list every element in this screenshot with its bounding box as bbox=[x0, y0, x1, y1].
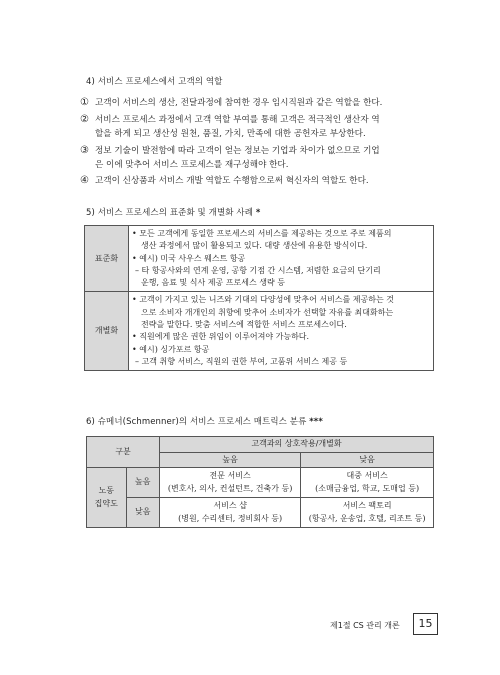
row-content bbox=[129, 292, 434, 371]
matrix-cell-service-shop: 서비스 샵 (병원, 수리센터, 정비회사 등) bbox=[160, 498, 301, 528]
content-line: 으로 소비자 개개인의 취향에 맞추어 소비자가 선택할 자유를 최대화하는 bbox=[141, 307, 394, 317]
row-header-low: 낮음 bbox=[126, 498, 159, 528]
item-text: 은 이에 맞추어 서비스 프로세스를 재구성해야 한다. bbox=[95, 160, 289, 170]
content-line: 전략을 말한다. 맞춤 서비스에 적합한 서비스 프로세스이다. bbox=[141, 320, 347, 330]
item-text: 고객이 신상품과 서비스 개발 역할도 수행함으로써 혁신자의 역할도 한다. bbox=[95, 176, 369, 186]
corner-header: 구분 bbox=[87, 437, 160, 468]
content-line: • 예시) 싱가포르 항공 bbox=[132, 344, 210, 354]
section-4-heading: 4) 서비스 프로세스에서 고객의 역할 bbox=[86, 77, 223, 87]
content-line: – 타 항공사와의 연계 운영, 공항 기점 간 시스템, 저렴한 요금의 단기리 bbox=[135, 265, 381, 275]
row-label-individualization: 개별화 bbox=[85, 292, 129, 371]
item-text: 할을 하게 되고 생산성 원천, 품질, 가치, 만족에 대한 공헌자로 부상한다. bbox=[95, 129, 366, 139]
content-line: 생산 과정에서 많이 활용되고 있다. 대량 생산에 유용한 방식이다. bbox=[141, 241, 368, 251]
importance-stars: * bbox=[255, 208, 261, 218]
table-row bbox=[87, 468, 434, 498]
row-label-standardization: 표준화 bbox=[85, 226, 129, 292]
table-row bbox=[87, 437, 434, 453]
table-row bbox=[85, 292, 434, 371]
content-line: • 직원에게 많은 권한 위임이 이루어져야 가능하다. bbox=[132, 332, 310, 342]
chapter-footer: 제1절 CS 관리 개론 bbox=[330, 621, 400, 630]
matrix-cell-service-factory: 서비스 팩토리 (항공사, 운송업, 호텔, 리조트 등) bbox=[301, 498, 434, 528]
interaction-header: 고객과의 상호작용/개별화 bbox=[160, 437, 434, 453]
item-number: ③ bbox=[80, 145, 89, 156]
content-line: 운행, 음료 및 식사 제공 프로세스 생략 등 bbox=[141, 278, 285, 288]
col-header-high: 높음 bbox=[160, 452, 301, 468]
content-line: • 예시) 미국 사우스 웨스트 항공 bbox=[132, 253, 246, 263]
schmenner-matrix-table bbox=[86, 436, 434, 528]
standardization-table bbox=[84, 225, 434, 371]
table-row bbox=[87, 498, 434, 528]
page-number: 15 bbox=[413, 613, 438, 635]
matrix-cell-professional-service: 전문 서비스 (변호사, 의사, 컨설턴트, 건축가 등) bbox=[160, 468, 301, 498]
item-text: 고객이 서비스의 생산, 전달과정에 참여한 경우 임시직원과 같은 역할을 한다. bbox=[95, 98, 383, 108]
row-group-label: 노동 집약도 bbox=[87, 468, 127, 528]
importance-stars: *** bbox=[309, 417, 323, 427]
row-content bbox=[129, 226, 434, 292]
table-row bbox=[85, 226, 434, 292]
col-header-low: 낮음 bbox=[301, 452, 434, 468]
item-number: ② bbox=[80, 114, 89, 125]
item-text: 정보 기술이 발전함에 따라 고객이 얻는 정보는 기업과 차이가 없으므로 기업 bbox=[95, 146, 380, 156]
section-5-heading: 5) 서비스 프로세스의 표준화 및 개별화 사례 * bbox=[86, 208, 261, 218]
content-line: • 고객이 가지고 있는 니즈와 기대의 다양성에 맞추어 서비스를 제공하는 것 bbox=[132, 295, 394, 305]
matrix-cell-mass-service: 대중 서비스 (소매금융업, 학교, 도매업 등) bbox=[301, 468, 434, 498]
item-text: 서비스 프로세스 과정에서 고객 역할 부여를 통해 고객은 적극적인 생산자 역 bbox=[95, 115, 380, 125]
row-header-high: 높음 bbox=[126, 468, 159, 498]
content-line: – 고객 취향 서비스, 직원의 권한 부여, 고품위 서비스 제공 등 bbox=[135, 356, 348, 366]
item-number: ④ bbox=[80, 175, 89, 186]
content-line: • 모든 고객에게 동일한 프로세스의 서비스를 제공하는 것으로 주로 제품의 bbox=[132, 229, 392, 238]
item-number: ① bbox=[80, 97, 89, 108]
section-6-heading: 6) 슈메너(Schmenner)의 서비스 프로세스 매트릭스 분류 *** bbox=[86, 417, 323, 427]
